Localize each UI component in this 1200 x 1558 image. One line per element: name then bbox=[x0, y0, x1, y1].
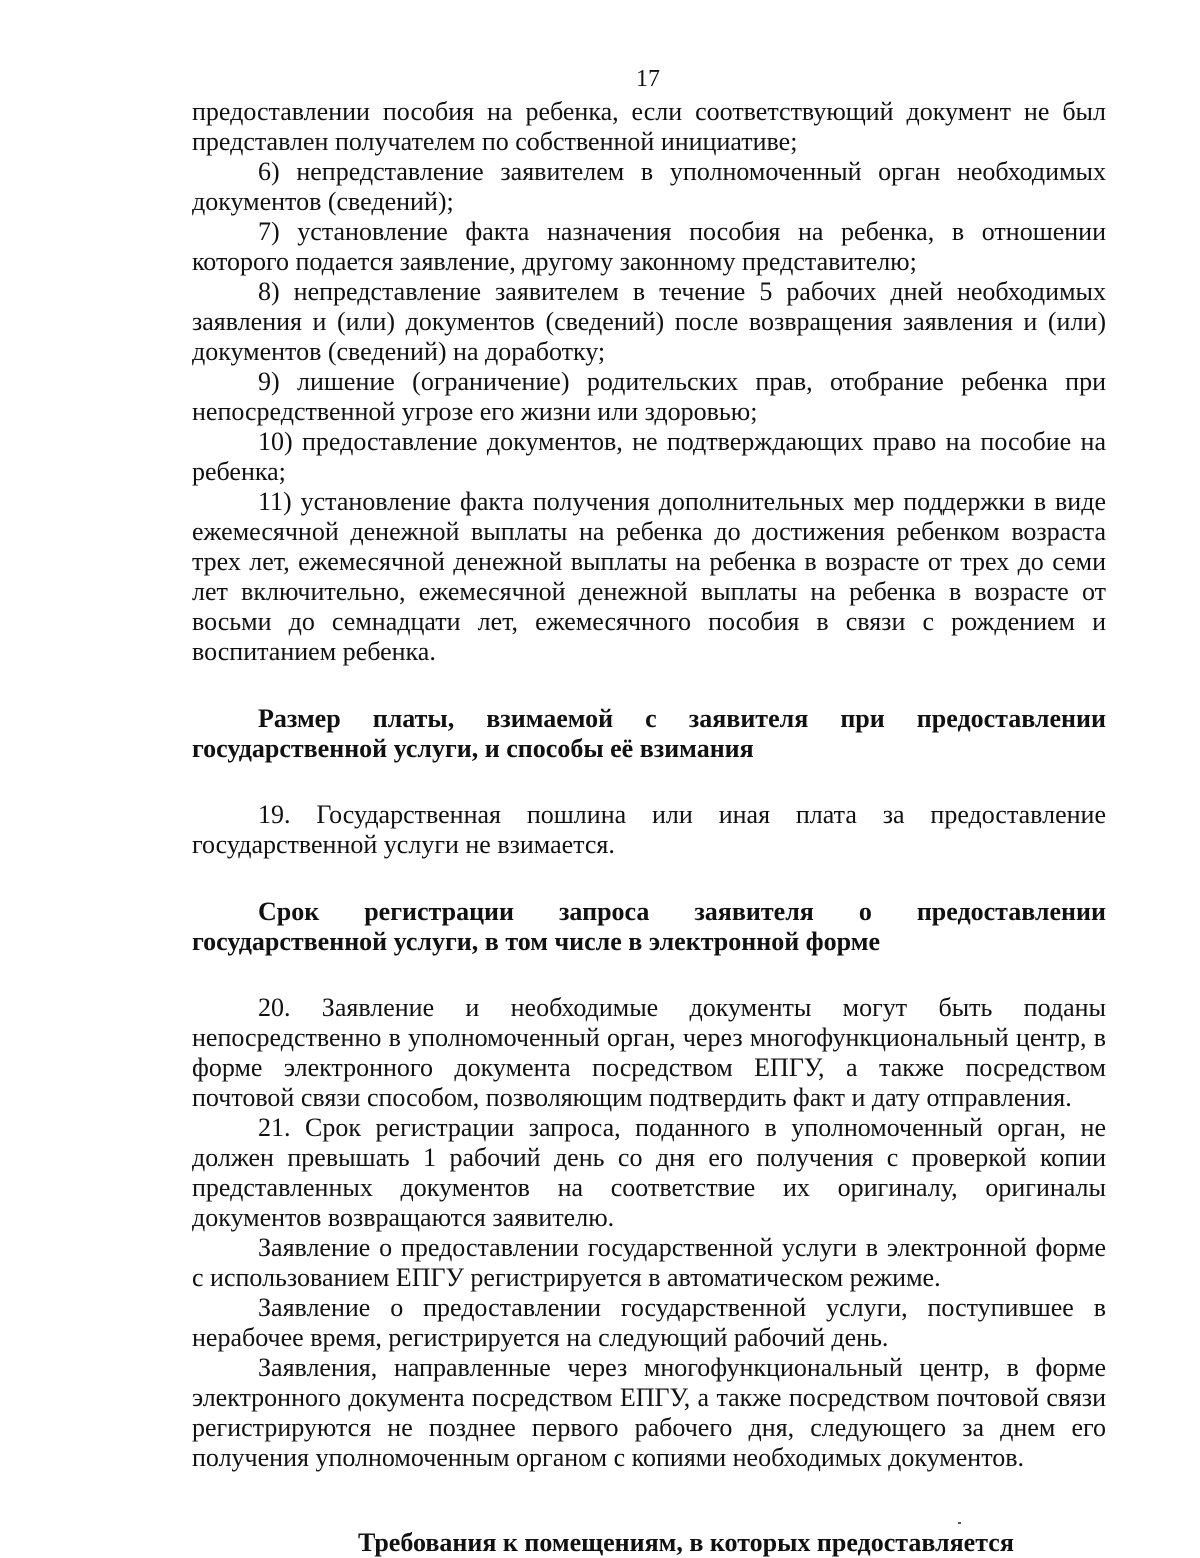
paragraph-19: 19. Государственная пошлина или иная плата за предоставление государственной услуги не взимается. bbox=[192, 800, 1106, 859]
paragraph-item-10: 10) предоставление документов, не подтверждающих право на пособие на ребенка; bbox=[192, 427, 1106, 486]
paragraph-20: 20. Заявление и необходимые документы могут быть поданы непосредственно в уполномоченный орган, через многофункциональный центр, в форме электронного документа посредством ЕПГУ, а также посредством почтовой связи способом, позволяющим подтвердить факт и дату отправления. bbox=[192, 993, 1106, 1112]
scan-speck bbox=[958, 1522, 961, 1524]
paragraph-item-11: 11) установление факта получения дополнительных мер поддержки в виде ежемесячной денежной выплаты на ребенка до достижения ребенком возраста трех лет, ежемесячной денежной выплаты на ребенка в возрасте от трех до семи лет включительно, ежемесячной денежной выплаты на ребенка в возрасте от восьми до семнадцати лет, ежемесячного пособия в связи с рождением и воспитанием ребенка. bbox=[192, 487, 1106, 666]
section-heading-premises: Требования к помещениям, в которых предоставляется bbox=[358, 1528, 1014, 1557]
paragraph-continuation: предоставлении пособия на ребенка, если соответствующий документ не был представлен получателем по собственной инициативе; bbox=[192, 97, 1106, 156]
paragraph-mfc-registration: Заявления, направленные через многофункциональный центр, в форме электронного документа посредством ЕПГУ, а также посредством почтовой связи регистрируются не позднее первого рабочего дня, следующего за днем его получения уполномоченным органом с копиями необходимых документов. bbox=[192, 1353, 1106, 1472]
paragraph-item-6: 6) непредставление заявителем в уполномоченный орган необходимых документов (сведений); bbox=[192, 157, 1106, 216]
section-heading-registration: Срок регистрации запроса заявителя о предоставлении государственной услуги, в том числе в электронной форме bbox=[192, 897, 1106, 956]
paragraph-nonworking-time: Заявление о предоставлении государственной услуги, поступившее в нерабочее время, регистрируется на следующий рабочий день. bbox=[192, 1293, 1106, 1352]
page-number: 17 bbox=[636, 66, 660, 92]
document-body bbox=[192, 97, 1106, 1558]
paragraph-electronic-registration: Заявление о предоставлении государственной услуги в электронной форме с использованием ЕПГУ регистрируется в автоматическом режиме. bbox=[192, 1233, 1106, 1292]
paragraph-21: 21. Срок регистрации запроса, поданного в уполномоченный орган, не должен превышать 1 рабочий день со дня его получения с проверкой копии представленных документов на соответствие их оригиналу, оригиналы документов возвращаются заявителю. bbox=[192, 1113, 1106, 1232]
section-heading-fee: Размер платы, взимаемой с заявителя при предоставлении государственной услуги, и способы её взимания bbox=[192, 704, 1106, 763]
paragraph-item-7: 7) установление факта назначения пособия на ребенка, в отношении которого подается заявление, другому законному представителю; bbox=[192, 217, 1106, 276]
paragraph-item-9: 9) лишение (ограничение) родительских прав, отобрание ребенка при непосредственной угрозе его жизни или здоровью; bbox=[192, 367, 1106, 426]
paragraph-item-8: 8) непредставление заявителем в течение 5 рабочих дней необходимых заявления и (или) документов (сведений) после возвращения заявления и (или) документов (сведений) на доработку; bbox=[192, 277, 1106, 366]
